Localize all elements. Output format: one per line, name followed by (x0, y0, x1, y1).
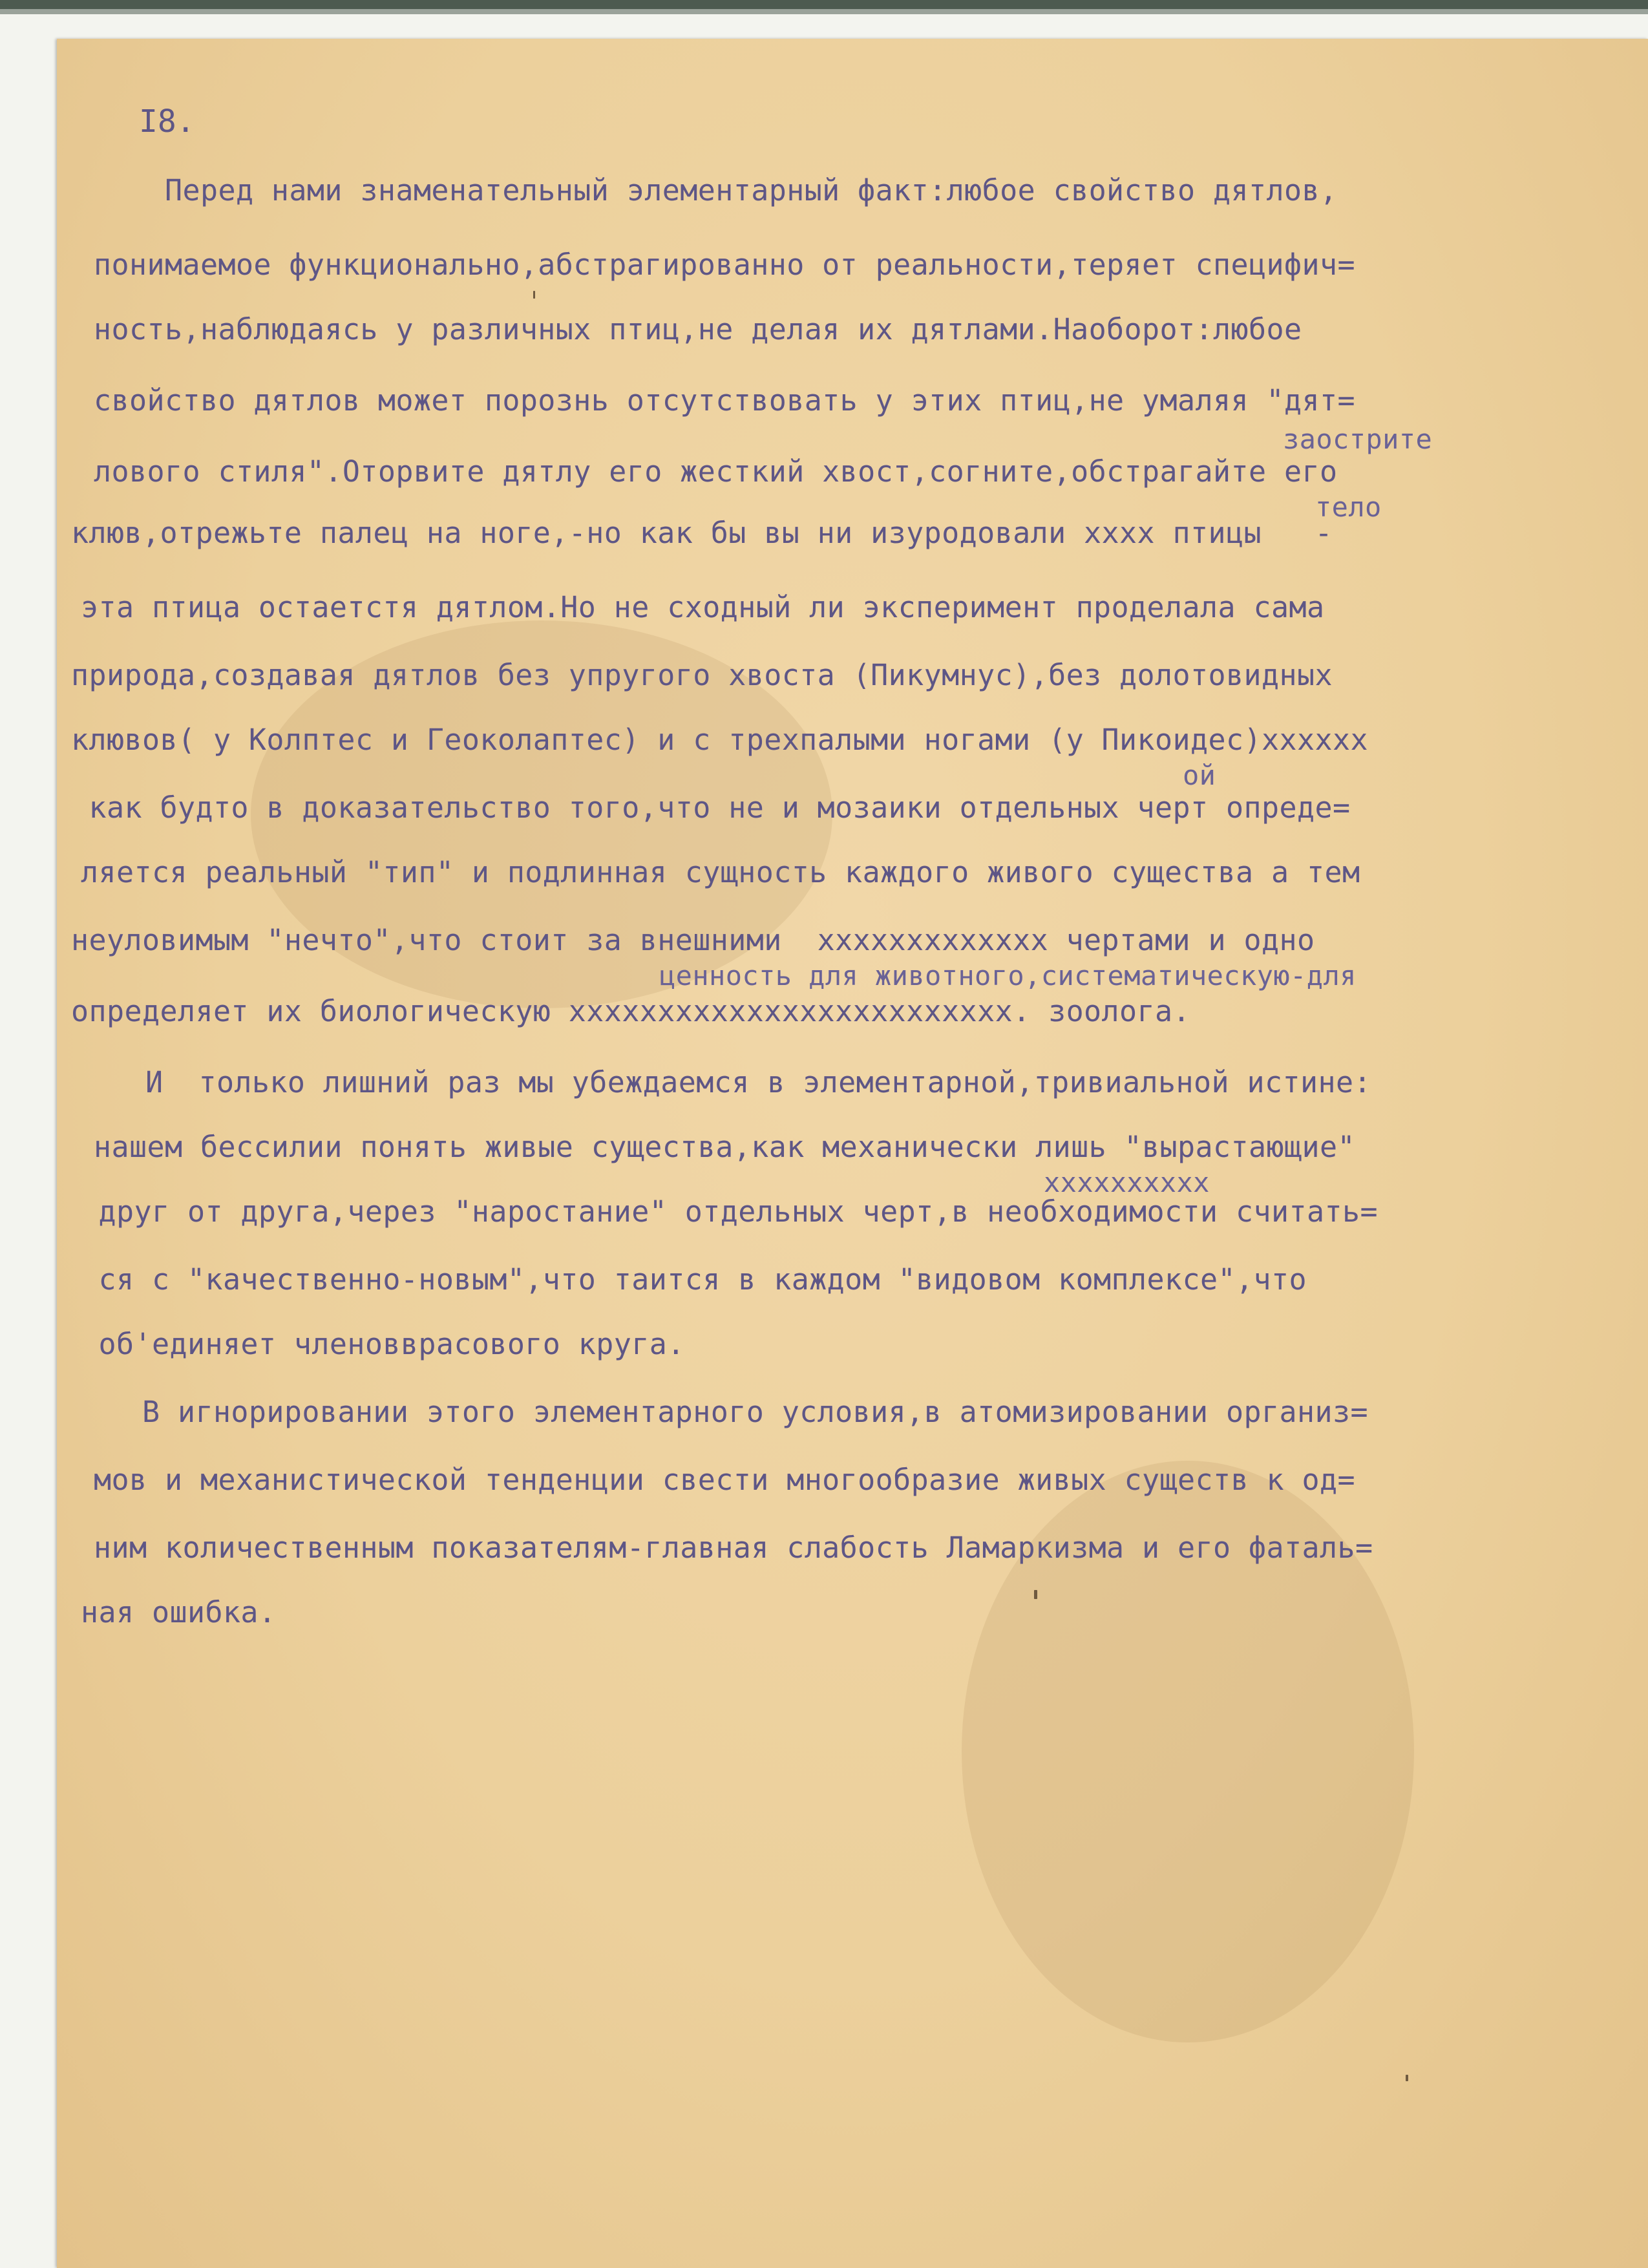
text-line: понимаемое функционально,абстрагированно от реальности,теряет специфич= (94, 248, 1355, 282)
text-line: определяет их биологическую ххххххххххххххххххххххххх. зоолога. (71, 994, 1191, 1028)
handwritten-insertion: ой (1183, 759, 1216, 791)
text-line: друг от друга,через "наростание" отдельных черт,в необходимости считать= (81, 1194, 1378, 1229)
text-line: ная ошибка. (81, 1595, 277, 1629)
text-line: клювов( у Колптес и Геоколаптес) и с трехпалыми ногами (у Пикоидес)хххххх (71, 723, 1368, 757)
text-line: мов и механистической тенденции свести многообразие живых существ к од= (94, 1463, 1355, 1497)
text-line: ляется реальный "тип" и подлинная сущность каждого живого существа а тем (81, 855, 1360, 889)
scanner-edge-shadow (0, 9, 1648, 14)
text-line: лового стиля".Оторвите дятлу его жесткий хвост,согните,обстрагайте его (94, 454, 1338, 489)
text-line: В игнорировании этого элементарного условия,в атомизировании организ= (71, 1395, 1368, 1429)
text-line: Перед нами знаменательный элементарный факт:любое свойство дятлов, (94, 173, 1338, 207)
text-line: как будто в доказательство того,что не и мозаики отдельных черт опреде= (71, 790, 1351, 825)
text-line: об'единяет членовврасового круга. (81, 1327, 685, 1361)
text-line: ность,наблюдаясь у различных птиц,не делая их дятлами.Наоборот:любое (94, 312, 1302, 346)
text-line: природа,создавая дятлов без упругого хвоста (Пикумнус),без долотовидных (71, 658, 1333, 692)
handwritten-insertion: тело (1315, 491, 1382, 523)
handwritten-insertion: заострите (1283, 423, 1433, 455)
text-line: ним количественным показателям-главная слабость Ламаркизма и его фаталь= (94, 1531, 1373, 1565)
text-line: И только лишний раз мы убеждаемся в элементарной,тривиальной истине: (74, 1065, 1371, 1099)
paper-speck (533, 291, 535, 299)
handwritten-insertion: ценность для животного,систематическую-для (659, 960, 1357, 991)
paper-speck (1406, 2075, 1408, 2081)
text-line: клюв,отрежьте палец на ноге,-но как бы вы ни изуродовали хххх птицы - (71, 516, 1333, 550)
scanner-edge (0, 0, 1648, 9)
text-line: свойство дятлов может порознь отсутствовать у этих птиц,не умаляя "дят= (94, 383, 1355, 418)
text-line: нашем бессилии понять живые существа,как механически лишь "вырастающие" (94, 1130, 1355, 1164)
page-number: I8. (139, 103, 195, 140)
handwritten-insertion: хххххххххх (1044, 1167, 1210, 1198)
text-line: неуловимым "нечто",что стоит за внешними ххххххххххххх чертами и одно (71, 923, 1315, 957)
paper-speck (1034, 1590, 1037, 1599)
text-line: эта птица остаетстя дятлом.Но не сходный ли эксперимент проделала сама (81, 590, 1325, 624)
text-line: ся с "качественно-новым",что таится в каждом "видовом комплексе",что (81, 1262, 1307, 1297)
